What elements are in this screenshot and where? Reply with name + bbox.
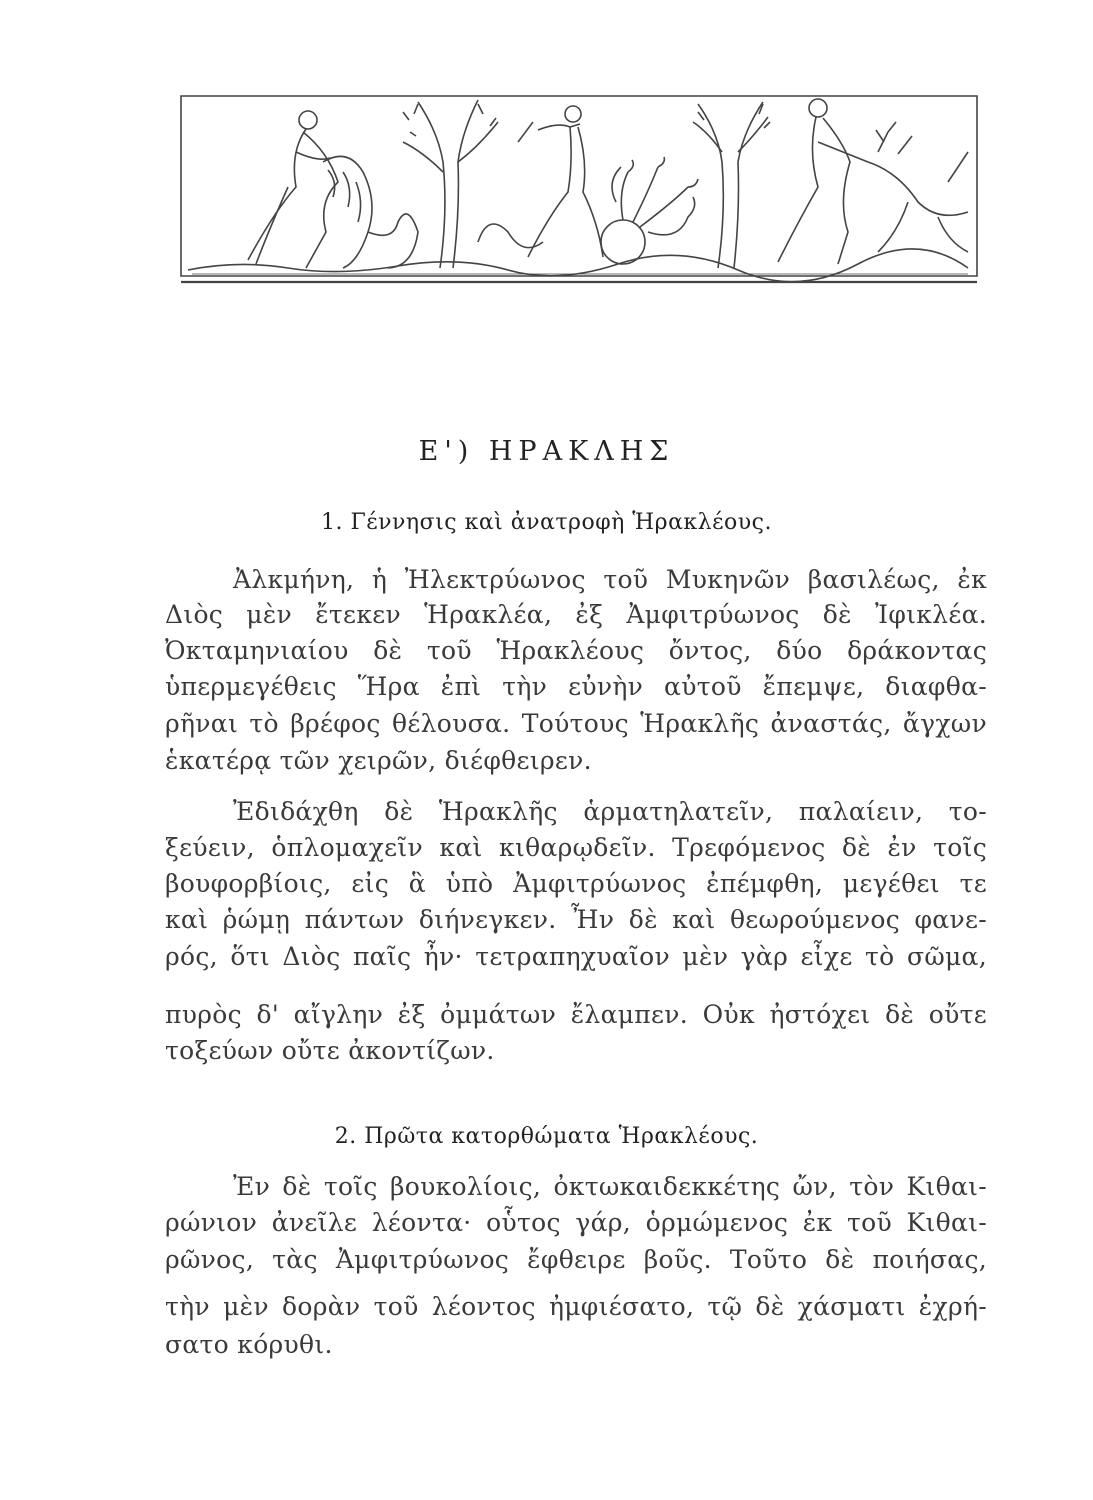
paragraph-line: ὑπερμεγέθεις Ἥρα ἐπὶ τὴν εὐνὴν αὐτοῦ ἔπεμψε, διαφθα-	[165, 672, 987, 701]
paragraph-line: ξεύειν, ὁπλομαχεῖν καὶ κιθαρῳδεῖν. Τρεφόμενος δὲ ἐν τοῖς	[165, 833, 987, 862]
paragraph-line: Ἐν δὲ τοῖς βουκολίοις, ὀκτωκαιδεκκέτης ὤν, τὸν Κιθαι-	[233, 1172, 987, 1201]
paragraph-line: πυρὸς δ' αἴγλην ἐξ ὀμμάτων ἔλαμπεν. Οὐκ ἠστόχει δὲ οὔτε	[165, 1000, 987, 1029]
paragraph-line: ρῆναι τὸ βρέφος θέλουσα. Τούτους Ἡρακλῆς ἀναστάς, ἄγχων	[165, 709, 987, 738]
paragraph-line: Ἐδιδάχθη δὲ Ἡρακλῆς ἁρματηλατεῖν, παλαίειν, το-	[233, 797, 987, 826]
paragraph-line: ρῶνος, τὰς Ἀμφιτρύωνος ἔφθειρε βοῦς. Τοῦτο δὲ ποιήσας,	[165, 1245, 987, 1274]
paragraph-line: Ἀλκμήνη, ἡ Ἠλεκτρύωνος τοῦ Μυκηνῶν βασιλέως, ἐκ	[233, 565, 987, 594]
paragraph-line: Διὸς μὲν ἔτεκεν Ἡρακλέα, ἐξ Ἀμφιτρύωνος δὲ Ἰφικλέα.	[165, 600, 987, 629]
paragraph-line: ἑκατέρᾳ τῶν χειρῶν, διέφθειρεν.	[165, 746, 592, 775]
chapter-title: Ε') ΗΡΑΚΛΗΣ	[418, 436, 675, 467]
paragraph-line: καὶ ῥώμῃ πάντων διήνεγκεν. Ἦν δὲ καὶ θεωρούμενος φανε-	[165, 905, 987, 934]
section-2-title: 2. Πρῶτα κατορθώματα Ἡρακλέους.	[334, 1124, 759, 1149]
paragraph-line: τὴν μὲν δορὰν τοῦ λέοντος ἠμφιέσατο, τῷ δὲ χάσματι ἐχρή-	[165, 1292, 987, 1321]
paragraph-line: ρός, ὅτι Διὸς παῖς ἦν· τετραπηχυαῖον μὲν γὰρ εἶχε τὸ σῶμα,	[165, 942, 987, 971]
paragraph-line: βουφορβίοις, εἰς ἃ ὑπὸ Ἀμφιτρύωνος ἐπέμφθη, μεγέθει τε	[165, 869, 987, 898]
paragraph-line: σατο κόρυθι.	[165, 1330, 333, 1359]
frieze-illustration	[178, 92, 980, 288]
paragraph-line: Ὀκταμηνιαίου δὲ τοῦ Ἡρακλέους ὄντος, δύο δράκοντας	[165, 636, 987, 665]
paragraph-line: τοξεύων οὔτε ἀκοντίζων.	[165, 1036, 495, 1065]
paragraph-line: ρώνιον ἀνεῖλε λέοντα· οὗτος γάρ, ὁρμώμενος ἐκ τοῦ Κιθαι-	[165, 1208, 987, 1237]
section-1-title: 1. Γέννησις καὶ ἀνατροφὴ Ἡρακλέους.	[321, 510, 772, 535]
heracles-labours-frieze-icon	[178, 92, 980, 288]
